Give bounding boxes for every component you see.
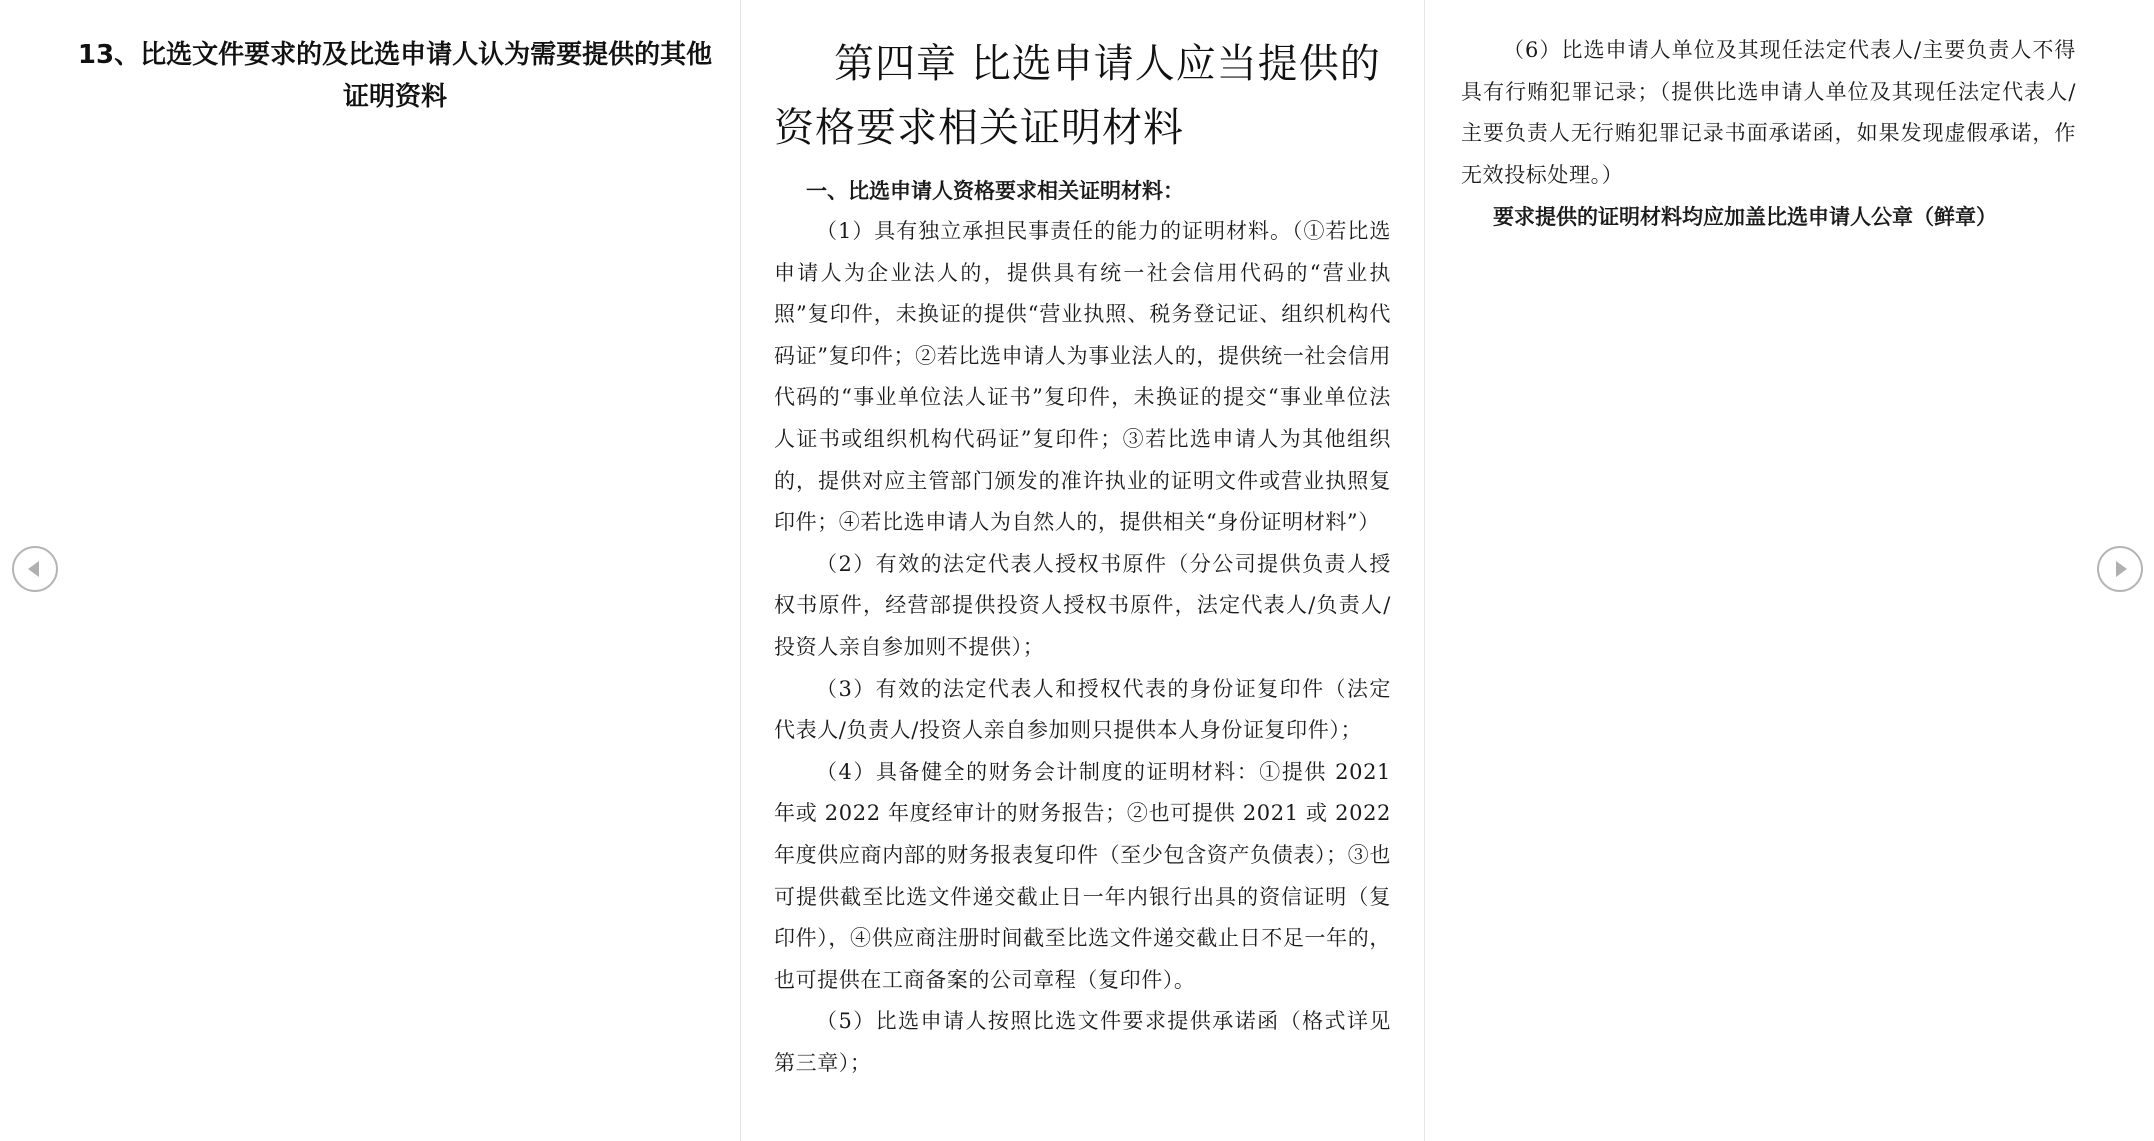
chevron-left-icon	[14, 548, 56, 590]
next-page-button[interactable]	[2097, 546, 2143, 592]
requirement-item-3: （3）有效的法定代表人和授权代表的身份证复印件（法定代表人/负责人/投资人亲自参加则只提供本人身份证复印件）；	[774, 676, 1391, 743]
chapter-title: 第四章 比选申请人应当提供的资格要求相关证明材料	[774, 41, 1381, 151]
section-heading: 一、比选申请人资格要求相关证明材料：	[806, 178, 1184, 203]
document-page-right	[1426, 0, 2106, 1141]
requirement-item-6: （6）比选申请人单位及其现任法定代表人/主要负责人不得具有行贿犯罪记录；（提供比选申请人单位及其现任法定代表人/主要负责人无行贿犯罪记录书面承诺函，如果发现虚假承诺，作无效投标处理。）	[1461, 38, 2076, 187]
requirement-item-1: （1）具有独立承担民事责任的能力的证明材料。（①若比选申请人为企业法人的，提供具有统一社会信用代码的“营业执照”复印件，未换证的提供“营业执照、税务登记证、组织机构代码证”复印件；②若比选申请人为事业法人的，提供统一社会信用代码的“事业单位法人证书”复印件，未换证的提交“事业单位法人证书或组织机构代码证”复印件；③若比选申请人为其他组织的，提供对应主管部门颁发的准许执业的证明文件或营业执照复印件；④若比选申请人为自然人的，提供相关“身份证明材料”）	[774, 219, 1391, 535]
previous-page-button[interactable]	[12, 546, 58, 592]
chevron-right-icon	[2099, 548, 2141, 590]
seal-note: 要求提供的证明材料均应加盖比选申请人公章（鲜章）	[1493, 204, 1997, 229]
page-heading: 13、比选文件要求的及比选申请人认为需要提供的其他证明资料	[77, 40, 713, 112]
requirement-item-2: （2）有效的法定代表人授权书原件（分公司提供负责人授权书原件，经营部提供投资人授权书原件，法定代表人/负责人/投资人亲自参加则不提供）；	[774, 551, 1391, 659]
requirement-item-4: （4）具备健全的财务会计制度的证明材料：①提供 2021 年或 2022 年度经审计的财务报告；②也可提供 2021 或 2022 年度供应商内部的财务报表复印件（至少包含资产负债表）；③也可提供截至比选文件递交截止日一年内银行出具的资信证明（复印件），④供应商注册时间截至比选文件递交截止日不足一年的，也可提供在工商备案的公司章程（复印件）。	[774, 759, 1391, 992]
document-page-left	[70, 0, 740, 1141]
requirement-item-5: （5）比选申请人按照比选文件要求提供承诺函（格式详见第三章）；	[774, 1009, 1391, 1075]
document-page-middle	[740, 0, 1425, 1141]
